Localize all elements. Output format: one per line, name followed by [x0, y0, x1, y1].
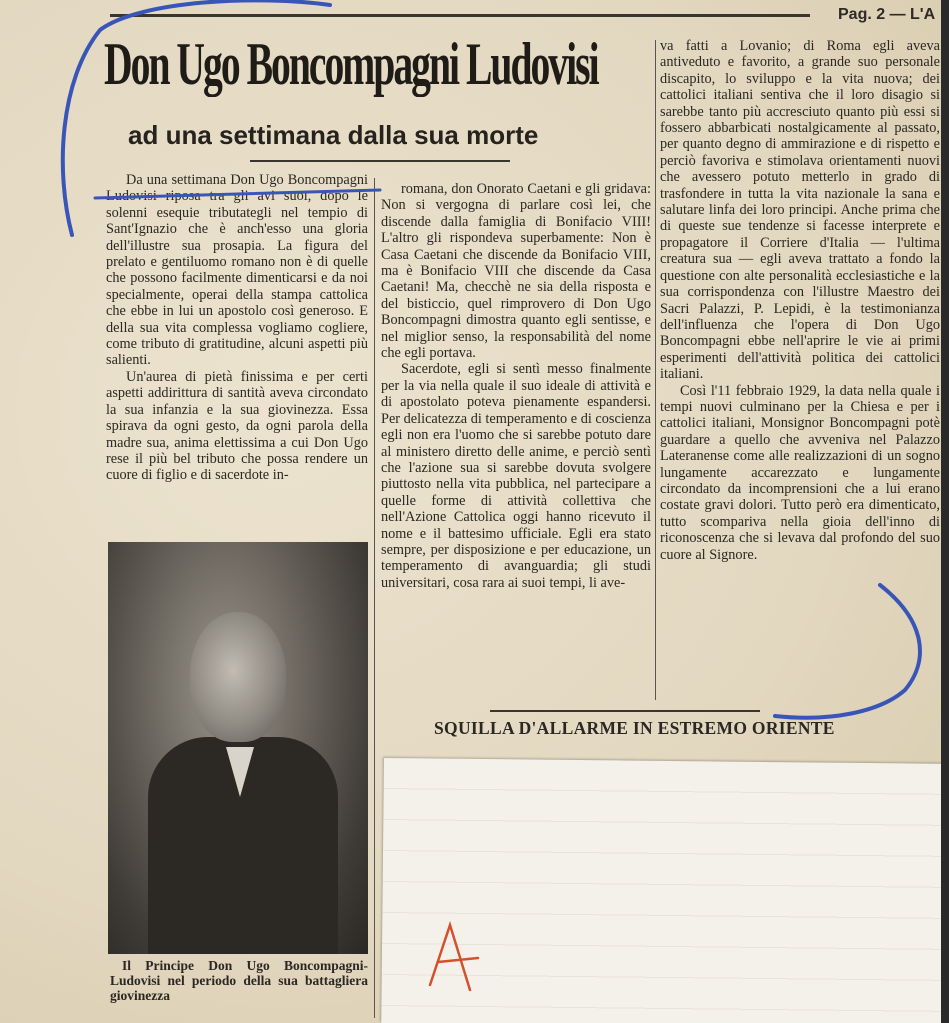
- column-2-paragraph: romana, don Onorato Caetani e gli gridava: Non si vergogna di parlare così lei, che discende dalla famiglia di Bonifacio VIII! L'altro gli rispondeva superbamente: Non è Casa Caetani che discende da Bonifacio VIII, ma è Bonifacio VIII che discende da Casa Caetani! Ma, checchè ne sia della risposta e del bisticcio, quel rimprovero di Don Ugo Boncompagni dimostra quanto egli sentisse, e nel miglior senso, la responsabilità del nome che egli portava.: [381, 181, 651, 362]
- section-rule: [490, 710, 760, 712]
- photo-caption-text: Il Principe Don Ugo Boncompagni-Ludovisi nel periodo della sua battagliera giovinezza: [110, 958, 368, 1003]
- column-1-paragraph: Da una settimana Don Ugo Boncompagni Ludovisi riposa tra gli avi suoi, dopo le solenni esequie tributategli nel tempio di Sant'Ignazio che è anch'esso una gloria dell'illustre sua prosapia. La figura del prelato e gentiluomo romano non è di quelle che possono facilmente dimenticarsi e da noi specialmente, operai della stampa cattolica che ebbe in lui un apostolo così generoso. E della sua vita complessa vogliamo cogliere, come tributo di gratitudine, alcuni aspetti più salienti.: [106, 172, 368, 369]
- column-3: [660, 38, 940, 563]
- column-2: [381, 181, 651, 591]
- column-3-paragraph: va fatti a Lovanio; di Roma egli aveva antiveduto e favorito, a grande suo personale discapito, lo sviluppo e la vita nuova; dei cattolici italiani sentiva che il loro disagio si sarebbe tanto più accresciuto quanto più essi si fossero abbarbicati nostalgicamente al passato, per quanto degno di ammirazione e di rispetto e perciò favoriva e stimolava orientamenti nuovi che avessero potuto metterlo in grado di trasfondere in tutta la vita nazionale la sana e salutare linfa dei loro principi. Anche prima che di queste sue tendenze si facesse interprete e propagatore il Corriere d'Italia — l'ultima creatura sua — egli aveva trattato a fondo la questione con alte personalità ecclesiastiche e la sua corrispondenza con l'illustre Maestro dei Sacri Palazzi, P. Lepidi, è la testimonianza dell'influenza che l'opera di Don Ugo Boncompagni ebbe nell'aprire le vie ai primi esperimenti dell'attività politica dei cattolici italiani.: [660, 38, 940, 383]
- header-rule: [110, 14, 810, 17]
- subtitle-rule: [250, 160, 510, 162]
- article-title: Don Ugo Boncompagni Ludovisi: [104, 31, 598, 97]
- scan-edge: [941, 0, 949, 1023]
- overlapping-paper-sheet: [381, 758, 949, 1023]
- column-divider: [374, 178, 375, 1018]
- page-reference: Pag. 2 — L'A: [838, 6, 936, 23]
- section-heading: SQUILLA D'ALLARME IN ESTREMO ORIENTE: [434, 718, 835, 738]
- portrait-head: [190, 612, 286, 742]
- column-3-paragraph: Così l'11 febbraio 1929, la data nella quale i tempi nuovi culminano per la Chiesa e per i cattolici italiani, Monsignor Boncompagni potè guardare a quello che avveniva nel Palazzo Lateranense come alle realizzazioni di un sogno lungamente accarezzato e lungamente circondato da incomprensioni che a lui erano costate gravi dolori. Tutto però era dimenticato, tutto scompariva nella gioia dell'inno di riconoscenza che si levava dal profondo del suo cuore al Signore.: [660, 382, 940, 563]
- column-divider: [655, 40, 656, 700]
- photo-caption: [110, 958, 368, 1003]
- article-subtitle: ad una settimana dalla sua morte: [128, 120, 539, 150]
- paper-ruling: [381, 758, 949, 1023]
- column-2-paragraph: Sacerdote, egli si sentì messo finalmente per la via nella quale il suo ideale di attività e di apostolato poteva pienamente espandersi. Per delicatezza di temperamento e di coscienza egli non era l'uomo che si sarebbe potuto dare al ministero diretto delle anime, e perciò sentì che l'azione sua si sarebbe dovuta svolgere piuttosto nella vita pubblica, nel partecipare a quelle forme di attività collettiva che nell'Azione Cattolica oggi hanno ricevuto il nome e il battesimo ufficiale. Egli era stato sempre, per disposizione e per educazione, un temperamento di avanguardia; gli studi universitari, cosa rara ai suoi tempi, li ave-: [381, 361, 651, 591]
- column-1-paragraph: Un'aurea di pietà finissima e per certi aspetti addirittura di santità aveva circondato la sua infanzia e la sua giovinezza. Essa spirava da ogni gesto, da ogni parola della madre sua, anima elettissima a cui Don Ugo rese il più bel tributo che possa rendere un cuore di figlio e di sacerdote in-: [106, 368, 368, 484]
- portrait-photo: [108, 542, 368, 954]
- column-1: [106, 172, 368, 484]
